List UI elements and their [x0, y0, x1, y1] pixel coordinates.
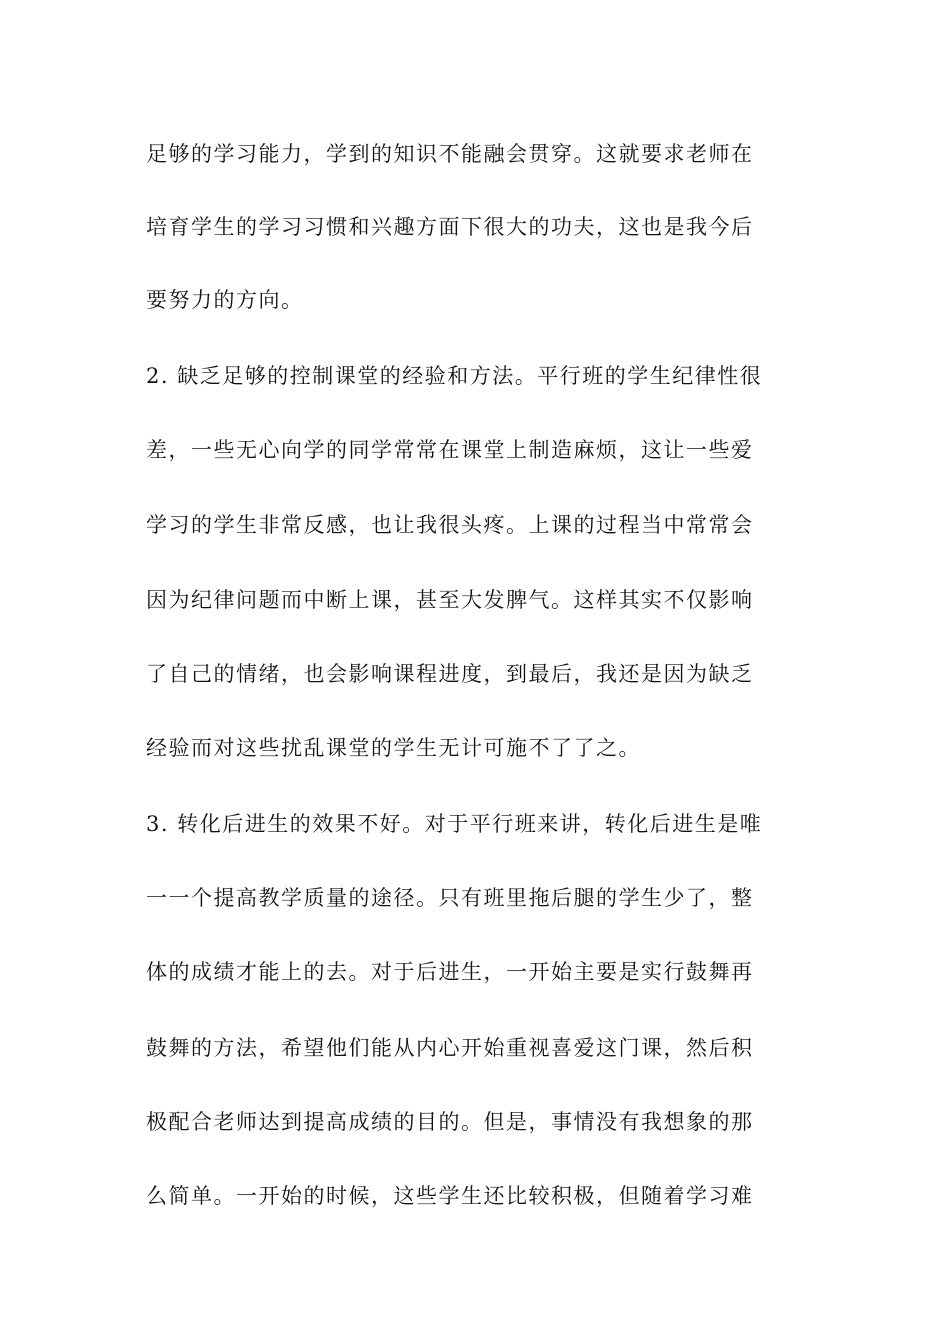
text-line: 要努力的方向。 — [146, 288, 304, 312]
text-line: 足够的学习能力，学到的知识不能融会贯穿。这就要求老师在 — [146, 142, 754, 166]
text-line: 学习的学生非常反感，也让我很头疼。上课的过程当中常常会 — [146, 513, 754, 537]
text-line: 3. 转化后进生的效果不好。对于平行班来讲，转化后进生是唯 — [146, 812, 763, 836]
text-line: 一一个提高教学质量的途径。只有班里拖后腿的学生少了，整 — [146, 886, 754, 910]
text-line: 了自己的情绪，也会影响课程进度，到最后，我还是因为缺乏 — [146, 662, 754, 686]
text-line: 差，一些无心向学的同学常常在课堂上制造麻烦，这让一些爱 — [146, 438, 754, 462]
text-line: 么简单。一开始的时候，这些学生还比较积极，但随着学习难 — [146, 1184, 754, 1208]
text-line: 鼓舞的方法，希望他们能从内心开始重视喜爱这门课，然后积 — [146, 1036, 754, 1060]
text-line: 因为纪律问题而中断上课，甚至大发脾气。这样其实不仅影响 — [146, 588, 754, 612]
text-line: 培育学生的学习习惯和兴趣方面下很大的功夫，这也是我今后 — [146, 215, 754, 239]
text-line: 2. 缺乏足够的控制课堂的经验和方法。平行班的学生纪律性很 — [146, 364, 763, 388]
text-line: 体的成绩才能上的去。对于后进生，一开始主要是实行鼓舞再 — [146, 960, 754, 984]
text-line: 经验而对这些扰乱课堂的学生无计可施不了了之。 — [146, 736, 641, 760]
text-line: 极配合老师达到提高成绩的目的。但是，事情没有我想象的那 — [146, 1110, 754, 1134]
